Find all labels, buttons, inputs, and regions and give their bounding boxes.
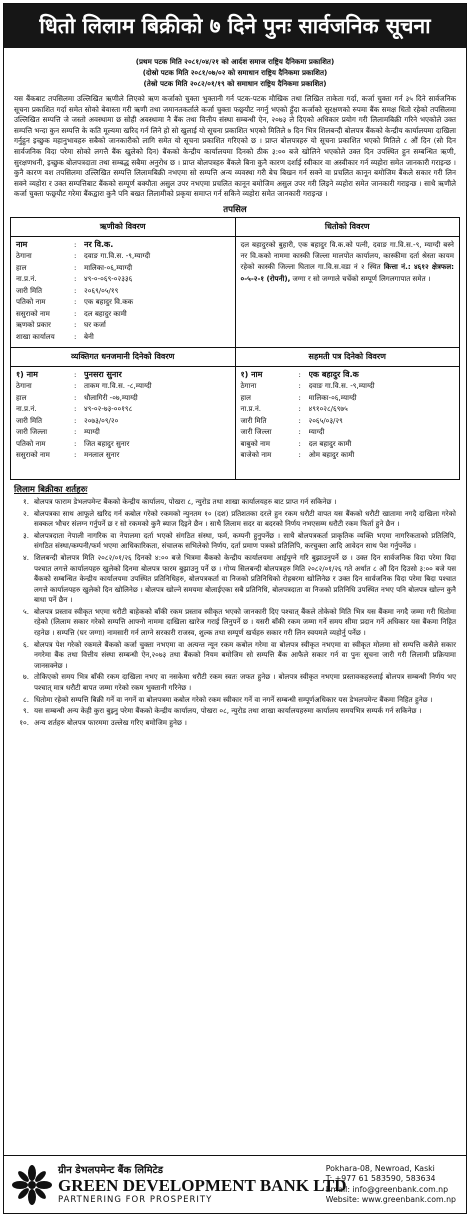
- bank-name-english: GREEN DEVELOPMENT BANK LTD: [58, 1175, 347, 1195]
- details-table: [10, 217, 460, 480]
- kv-row: १) नाम : पुनसरा सुनार: [16, 369, 122, 379]
- collateral-kitta: कित्ता नं.: ४६१२: [383, 262, 429, 272]
- kv-row: शाखा कार्यालय : बेनी: [16, 331, 94, 341]
- contact-website: Website: www.greenbank.com.np: [325, 1194, 456, 1204]
- contact-email: Email: info@greenbank.com.np: [325, 1184, 449, 1194]
- bank-logo-icon: [12, 1165, 52, 1205]
- borrower-details: [11, 237, 235, 347]
- notice-body: यस बैंकबाट तपसिलमा उल्लिखित ऋणीले लिएको ऋण कर्जाको चुक्ता भुक्तानी गर्न पटक-पटक मौखिक तथा लिखित ताकेता गर्दा, कर्जा चुक्ता गर्न ३५ दिने सार्वजनिक सूचना प्रकाशित गर्दा समेत सोको बेवास्ता गरी ऋणी तथा जमानतकर्ताले कर्जा चुक्ता फछ्र्यौट नगर्नु भएको हुँदा कर्जाको सुरक्षणको रुपमा बैंक समक्ष धितो रहेको तपसिलमा उल्लिखित सम्पत्ति जे जस्तो अवस्थामा छ सोही अवस्थामा नै बैंक तथा वित्तीय संस्था सम्बन्धी ऐन, २०७३ ले दिएको अधिकार प्रयोग गरी लिलामबिक्री गरिने भएकोले उक्त सम्पत्ति भन्दा कुन सम्पत्ति के कति मूल्यमा खरिद गर्न लिने हो सो खुलाई यो सूचना प्रकाशित भएको मितिले ७ दिन भित्र शिलबन्दी बोलपत्र बैंकको केन्द्रीय कार्यालयमा दाखिला गर्नुहुन इच्छुक महानुभावहरु सबैको जानकारीको लागि समेत यो सूचना प्रकाशित गरिएको छ । प्राप्त बोलपत्रहरु यो सूचना प्रकाशित भएको मितिले ८ औं दिन (सो दिन सार्वजनिक विदा परेमा सोको लगत्तै बैंक खुलेको दिन) बैंकको केन्द्रीय कार्यालयमा दिनको ठीक ३:०० बजे खोलिने भएकोले उक्त दिन उपस्थित हुन सम्बन्धित ऋणी, सुरक्षणधनी, इच्छुक बोलपत्रदाता तथा सम्बद्ध सबैमा अनुरोध छ । प्राप्त बोलपत्रहरु बैंकले बिना कुनै कारण दर्शाई स्वीकार वा अस्वीकार गर्न व्यहोरा समेत जानकारी गराइन्छ । कुनै कारण वश तपसिलमा उल्लिखित सम्पत्ति लिलामबिक्री नभएमा सो सम्पत्ति अन्य व्यवस्था गरी बेच बिखन गर्न सक्ने वा प्रचलित कानून बमोजिम बैंकले सकार गरी लिन सक्ने व्यहोरा र उक्त सम्पत्तिबाट बैंकको सम्पूर्ण बक्यौता असुल उपर नभएमा प्रचलित कानून बमोजिम असुल उपर गरी लिइने व्यहोरा समेत जानकारी गराइन्छ । साथै ऋणीले कर्जा चुक्ता फछ्र्यौट गरेमा बैंकद्वारा कुनै पनि बखत लिलामीको प्रकृया समाप्त गर्न सकिने व्यहोरा समेत जानकारी गराइन्छ ।: [14, 94, 456, 199]
- bank-name-nepali: ग्रीन डेभलपमेन्ट बैंक लिमिटेड: [58, 1164, 163, 1176]
- kv-row: ठेगाना : ताकम गा.वि.स. -८,म्याग्दी: [16, 381, 152, 391]
- kv-row: हाल : मालिका-०६,म्याग्दी: [240, 392, 357, 402]
- contact-phone: T: +977 61 583590, 583634: [325, 1174, 436, 1184]
- kv-row: १) नाम : एक बहादुर वि.क: [240, 369, 359, 379]
- notice-title: धितो लिलाम बिक्रीको ७ दिने पुनः सार्वजनिक सूचना: [4, 4, 466, 48]
- consent-details-header: सहमती पत्र दिनेको विवरण: [235, 348, 460, 366]
- collateral-end: जग्गा र सो जग्गाले चर्चेको सम्पूर्ण लिगलगापात समेत ।: [292, 273, 431, 283]
- collateral-details: [235, 237, 460, 347]
- kv-row: ऋणको प्रकार : घर कर्जा: [16, 320, 106, 330]
- term-item: ७. तोकिएको समय भित्र बाँकी रकम दाखिला नभए वा नसकेमा धरौटी रकम स्वतः जफत हुनेछ । बोलपत्र स्वीकृत नभएमा प्रस्तावकहरुलाई बोलपत्र सम्बन्धी निर्णय भए पश्चात् मात्र धरौटी बापत जम्मा गरेको रकम भुक्तानी गरिनेछ ।: [23, 672, 456, 693]
- kv-row: बाजेको नाम : ओम बहादुर कामी: [240, 450, 355, 460]
- terms-list: [14, 497, 456, 728]
- kv-row: हाल : धौलागिरी -०७,म्याग्दी: [16, 392, 138, 402]
- kv-row: ससुराको नाम : दल बहादुर कामी: [16, 308, 127, 318]
- kv-row: ना.प्र.नं. : ४९-०२-७३-००१९८: [16, 404, 133, 414]
- notice-page: [3, 3, 467, 1214]
- borrower-details-header: ऋणीको विवरण: [99, 221, 146, 231]
- bank-name-block: [58, 1164, 347, 1206]
- term-item: १. बोलपत्र फाराम डेभलपमेन्ट बैंकको केन्द्रीय कार्यालय, पोखरा ८, न्युरोड तथा शाखा कार्यालयहरु बाट प्राप्त गर्न सकिनेछ ।: [23, 496, 337, 506]
- term-item: ९. यस सम्बन्धी अन्य केही कुरा बुझ्नु परेमा बैंकको केन्द्रीय कार्यालय, पोखरा ०८, न्युरोड तथा शाखा कार्यालयहरुमा कार्यालय समयभित्र सम्पर्क गर्न सकिनेछ ।: [23, 706, 422, 716]
- guarantor-details: [11, 367, 235, 479]
- publication-notes: [64, 56, 406, 89]
- contact-info: [326, 1164, 456, 1205]
- guarantor-details-header: व्यक्तिगत धनजमानी दिनेको विवरण: [71, 351, 175, 361]
- kv-row: हाल : मालिका-०६,म्याग्दी: [16, 262, 133, 272]
- collateral-text: दल बहादुरको बुहारी, एक बहादुर वि.क.को पत्नी, दवाङ गा.वि.स.-९, म्याग्दी बस्ने नर वि.कको नाममा कास्की जिल्ला मालपोत कार्यालय, कास्कीमा दर्ता श्रेस्ता कायम रहेको कास्की जिल्ला घिताल गा.वि.स.वडा नं २ स्थित: [240, 239, 454, 272]
- kv-row: जारी मिति : २०६९/०५/१९: [16, 285, 119, 295]
- tapasil-heading: तपसिल: [223, 204, 247, 215]
- kv-row: जारी मिति : २०६५/०३/२९: [240, 415, 343, 425]
- term-item: ३. बोलपत्रदाता नेपाली नागरिक वा नेपालमा दर्ता भएको संगठित संस्था, फर्म, कम्पनी हुनुपर्नेछ । साथै बोलपत्रकर्ता प्राकृतिक व्यक्ति भएमा नागरिकताको प्रतिलिपि, संगठित संस्था/कम्पनी/फर्म भएमा आधिकारिकता, संचालक सभिलेको निर्णय, दर्ता प्रमाण पत्रको प्रतिलिपि, करचुक्ता आदि आवेदन साथ पेश गर्नुपर्नेछ ।: [23, 530, 456, 551]
- kv-row: ठेगाना : दवाङ गा.वि.स. -९,म्याग्दी: [16, 251, 151, 261]
- term-item: ८. धितोमा रहेको सम्पत्ति बिक्री गर्ने वा नगर्ने वा बोलपत्रमा कबोल गरेको रकम स्वीकार गर्ने वा नगर्ने सम्बन्धी सम्पूर्णअधिकार यस डेभलपमेन्ट बैंकमा निहित हुनेछ ।: [23, 694, 433, 704]
- terms-heading: लिलाम बिक्रीका शर्तहरुः: [14, 484, 88, 495]
- term-item: ६. बोलपत्र पेश गरेको रकमले बैंकको कर्जा चुक्ता नभएमा वा अत्यन्त न्यून रकम कबोल गरेमा वा बोलपत्र स्वीकृत नभएमा वा स्वीकृत मोलमा सो सम्पत्ति कसैले सकार नगरेमा बैंक तथा वित्तीय संस्था सम्बन्धी ऐन,२०७३ तथा बैंकको नियम बमोजिम सो सम्पत्ति बैंक आफैले सकार गर्न वा पुनः सूचना जारी गरी लिलामी प्रक्रियामा जानसक्नेछ ।: [23, 639, 456, 670]
- term-item: २. बोलपत्रका साथ आफूले खरिद गर्न कबोल गरेको रकमको न्युनतम १० (दश) प्रतिशतका दरले हुन रकम धरौटी वापत यस बैंकको धरौटी खातामा नगदै दाखिला गरेको सक्कल भौचर संलग्न गर्नुपर्ने छ र सो रकमको कुनै ब्याज दिइने छैन । साथै लिलाम सदर वा बदरको निर्णय नभएसम्म धरौटी रकम फिर्ता हुने छैन ।: [23, 508, 456, 529]
- kv-row: पतिको नाम : जित बहादुर सुनार: [16, 438, 130, 448]
- kv-row: पतिको नाम : एक बहादुर वि.कक: [16, 297, 134, 307]
- kv-row: ना.प्र.नं. : ४९१०२८/६९७५: [240, 404, 348, 414]
- kv-row: जारी जिल्ला : म्याग्दी: [16, 427, 100, 437]
- publication-note-3: (तेस्रो पटक मिति २०८२/०१/१९ को समाधान राष्ट्रिय दैनिकमा प्रकाशित): [143, 79, 327, 88]
- contact-address: Pokhara-08, Newroad, Kaski: [325, 1164, 435, 1174]
- publication-note-1: (प्रथम पटक मिति २०८१/०४/२१ को आर्दश समाज राष्ट्रिय दैनिकमा प्रकाशित): [135, 57, 335, 66]
- bank-tagline: PARTNERING FOR PROSPERITY: [58, 1194, 213, 1205]
- kv-row: जारी मिति : २०७३/०९/२०: [16, 415, 119, 425]
- collateral-details-header: धितोको विवरण: [235, 218, 460, 236]
- bank-footer: [4, 1155, 466, 1213]
- kv-row: ना.प्र.नं. : ४९-०-०६९-०२३३६: [16, 274, 133, 284]
- term-item: ५. बोलपत्र प्रस्ताव स्वीकृत भएमा धरौटी बाहेकको बाँकी रकम प्रस्ताव स्वीकृत भएको जानकारी दिए पश्चात् बैंकले तोकेको मिति भित्र यस बैंकमा नगदै जम्मा गरी धितोमा रहेको (लिलाम सकार गरेको सम्पत्ति आफ्नो नाममा दाखिला खारेज गराई लिनुपर्ने छ । यसरी बाँकी रकम जम्मा गर्ने समय सीमा प्रदान गर्ने अधिकार यस बैंकमा निहित रहनेछ । सम्पत्ति (घर जग्गा) नामसारी गर्न लाग्ने सरकारी राजस्व, शुल्क तथा सम्पूर्ण खर्चहरु सकार गरी लिन स्वयमले व्यहोर्नु पर्नेछ ।: [23, 606, 456, 638]
- kv-row: बाबुको नाम : दल बहादुर कामी: [240, 438, 352, 448]
- kv-row: जारी जिल्ला : म्याग्दी: [240, 427, 325, 437]
- term-item: ४. शिलबन्दी बोलपत्र मिति २०८२/०१/२६ दिनको ४:०० बजे भित्रमा बैंकको केन्द्रीय कार्यालयमा आईपुग्ने गरि बुझाउनुपर्ने छ । उक्त दिन सार्वजनिक विदा परेमा विदा पश्चात लगत्ते कार्यालयहरु खुलेको दिनमा बोलपत्र फारम बुझाउनु पर्ने छ । गोप्य सिलबन्दी बोलपत्रहरु मिति २०८२/०१/२६ गते अर्थात ८ औं दिन दिउसो ३:०० बजे यस बैंकको सम्बन्धित केन्द्रीय कार्यालयमा उपस्थित प्रतिनिधिहरु, बोलपत्रकर्ता वा निजको प्रतिनिधिको रोहबरमा खोलिनेछ र उक्त दिन सार्वजनिक विदा परेमा बिदा पश्चात लगत्ते कार्यालयहरु खुलेको दिन खोलिनेछ । बोलपत्र खोल्ने समयमा बोलाईएका सबै प्रतिनिधि, बोलपत्रदाता वा निजको प्रतिनिधि उपस्थित नभए पनि बोलपत्र खोल्न कुनै बाधा पर्ने छैन ।: [23, 552, 456, 605]
- term-item: १०. अन्य शर्तहरु बोलपत्र फारममा उल्लेख गरिए बमोजिम हुनेछ ।: [19, 717, 187, 727]
- consent-details: [235, 367, 460, 479]
- kv-row: ठेगाना : दवाङ गा.वि.स. -९,म्याग्दी: [240, 381, 375, 391]
- collateral-area: क्षेत्रफल: ०-५-२-१ (रोपनी),: [240, 262, 454, 283]
- kv-row: नाम : नर वि.क.: [16, 239, 114, 249]
- kv-row: ससुराको नाम : मनलाल सुनार: [16, 450, 120, 460]
- publication-note-2: (दोस्रो पटक मिति २०८१/०७/०२ को समाधान राष्ट्रिय दैनिकमा प्रकाशित): [142, 68, 328, 77]
